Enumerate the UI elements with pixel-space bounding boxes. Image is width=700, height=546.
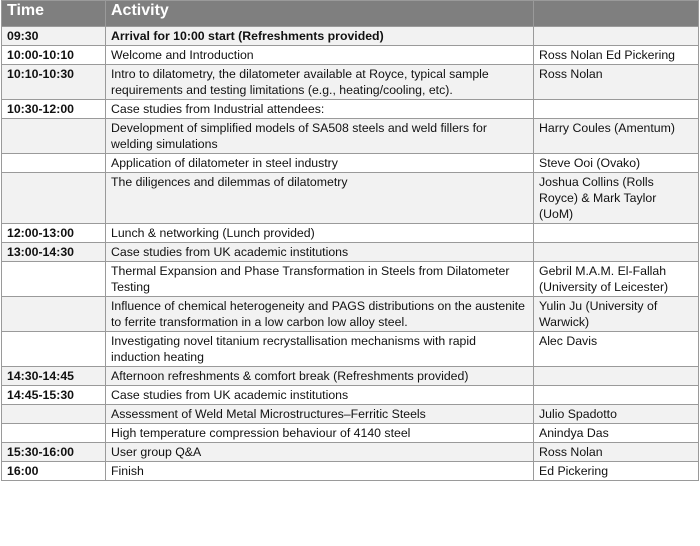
activity-cell: Case studies from Industrial attendees: — [106, 100, 534, 119]
time-cell: 14:45-15:30 — [2, 386, 106, 405]
activity-cell: Finish — [106, 462, 534, 481]
table-row — [2, 405, 699, 424]
table-row — [2, 332, 699, 367]
speaker-cell — [534, 243, 699, 262]
table-row — [2, 386, 699, 405]
speaker-column-header — [534, 1, 699, 27]
activity-cell: Application of dilatometer in steel industry — [106, 154, 534, 173]
time-cell: 10:00-10:10 — [2, 46, 106, 65]
speaker-cell: Ross Nolan Ed Pickering — [534, 46, 699, 65]
speaker-cell — [534, 386, 699, 405]
activity-cell: Case studies from UK academic institutions — [106, 386, 534, 405]
table-row — [2, 462, 699, 481]
activity-cell: Case studies from UK academic institutions — [106, 243, 534, 262]
table-row — [2, 367, 699, 386]
table-row — [2, 243, 699, 262]
speaker-cell — [534, 224, 699, 243]
table-row — [2, 224, 699, 243]
activity-cell: Intro to dilatometry, the dilatometer available at Royce, typical sample requirements and testing limitations (e.g., heating/cooling, etc). — [106, 65, 534, 100]
speaker-cell: Anindya Das — [534, 424, 699, 443]
time-cell: 12:00-13:00 — [2, 224, 106, 243]
speaker-cell: Ross Nolan — [534, 443, 699, 462]
agenda-table — [1, 0, 699, 481]
table-row — [2, 297, 699, 332]
table-row — [2, 443, 699, 462]
activity-column-header: Activity — [106, 1, 534, 27]
speaker-cell: Ross Nolan — [534, 65, 699, 100]
activity-cell: User group Q&A — [106, 443, 534, 462]
activity-cell: Welcome and Introduction — [106, 46, 534, 65]
time-cell — [2, 119, 106, 154]
activity-cell: High temperature compression behaviour of 4140 steel — [106, 424, 534, 443]
time-cell — [2, 262, 106, 297]
activity-cell: Investigating novel titanium recrystallisation mechanisms with rapid induction heating — [106, 332, 534, 367]
time-cell: 09:30 — [2, 27, 106, 46]
speaker-cell: Alec Davis — [534, 332, 699, 367]
time-cell — [2, 173, 106, 224]
time-cell: 16:00 — [2, 462, 106, 481]
activity-cell: Thermal Expansion and Phase Transformation in Steels from Dilatometer Testing — [106, 262, 534, 297]
time-cell — [2, 297, 106, 332]
time-cell — [2, 405, 106, 424]
speaker-cell — [534, 367, 699, 386]
time-cell — [2, 424, 106, 443]
agenda-body — [2, 27, 699, 481]
speaker-cell: Harry Coules (Amentum) — [534, 119, 699, 154]
table-row — [2, 262, 699, 297]
activity-cell: Afternoon refreshments & comfort break (Refreshments provided) — [106, 367, 534, 386]
speaker-cell: Ed Pickering — [534, 462, 699, 481]
table-row — [2, 424, 699, 443]
time-column-header: Time — [2, 1, 106, 27]
speaker-cell: Yulin Ju (University of Warwick) — [534, 297, 699, 332]
table-row — [2, 27, 699, 46]
activity-cell: Influence of chemical heterogeneity and PAGS distributions on the austenite to ferrite transformation in a low carbon low alloy steel. — [106, 297, 534, 332]
speaker-cell: Gebril M.A.M. El-Fallah (University of Leicester) — [534, 262, 699, 297]
speaker-cell: Steve Ooi (Ovako) — [534, 154, 699, 173]
activity-cell: Lunch & networking (Lunch provided) — [106, 224, 534, 243]
activity-cell: Assessment of Weld Metal Microstructures–Ferritic Steels — [106, 405, 534, 424]
speaker-cell: Joshua Collins (Rolls Royce) & Mark Taylor (UoM) — [534, 173, 699, 224]
activity-cell: Arrival for 10:00 start (Refreshments provided) — [106, 27, 534, 46]
time-cell: 10:10-10:30 — [2, 65, 106, 100]
table-row — [2, 100, 699, 119]
table-row — [2, 46, 699, 65]
activity-cell: The diligences and dilemmas of dilatometry — [106, 173, 534, 224]
speaker-cell: Julio Spadotto — [534, 405, 699, 424]
time-cell: 14:30-14:45 — [2, 367, 106, 386]
time-cell — [2, 154, 106, 173]
time-cell: 10:30-12:00 — [2, 100, 106, 119]
speaker-cell — [534, 100, 699, 119]
table-row — [2, 65, 699, 100]
time-cell — [2, 332, 106, 367]
activity-cell: Development of simplified models of SA508 steels and weld fillers for welding simulations — [106, 119, 534, 154]
table-row — [2, 173, 699, 224]
time-cell: 13:00-14:30 — [2, 243, 106, 262]
speaker-cell — [534, 27, 699, 46]
header-row — [2, 1, 699, 27]
table-row — [2, 119, 699, 154]
table-row — [2, 154, 699, 173]
time-cell: 15:30-16:00 — [2, 443, 106, 462]
